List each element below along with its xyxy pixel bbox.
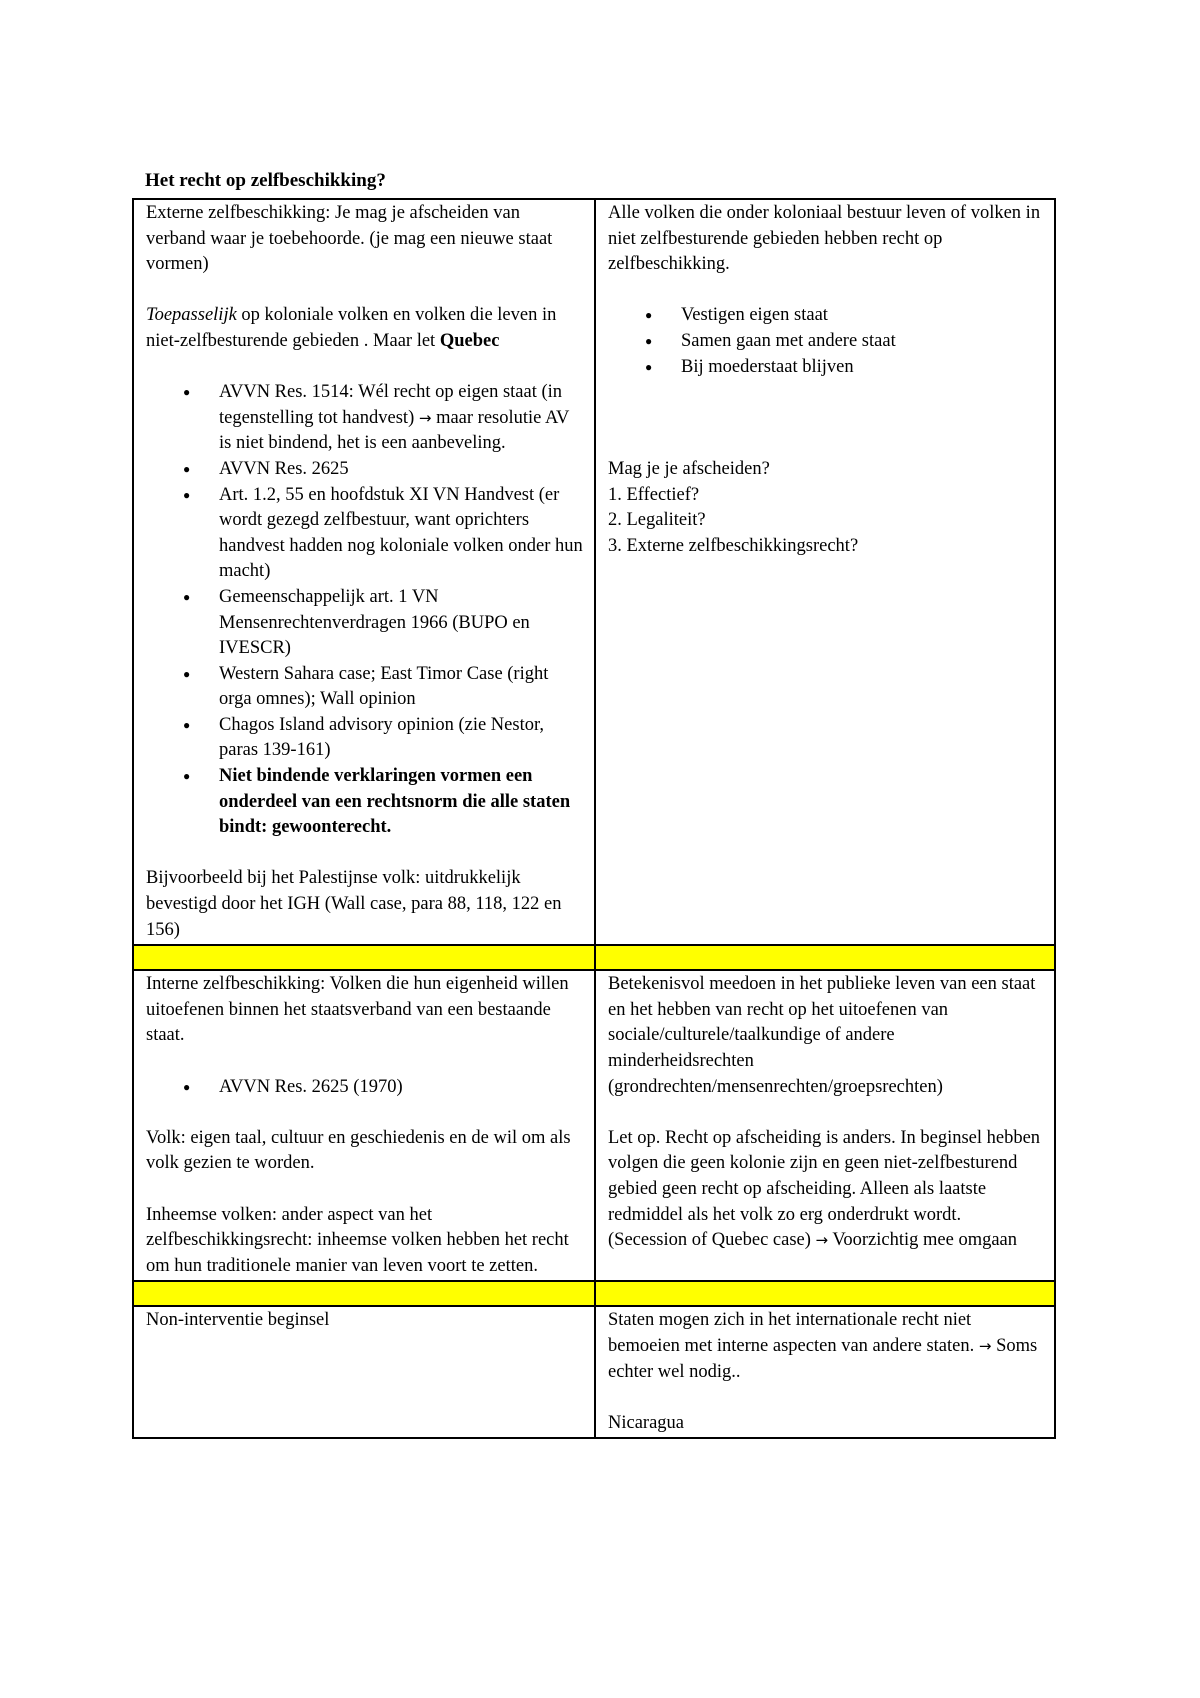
question-heading: Mag je je afscheiden? bbox=[608, 458, 770, 479]
separator-row bbox=[133, 945, 1055, 970]
question-item: 3. Externe zelfbeschikkingsrecht? bbox=[608, 535, 859, 556]
arrow-right-icon: → bbox=[815, 1231, 829, 1250]
paragraph: Betekenisvol meedoen in het publieke leven van een staat en het hebben van recht op het uitoefenen van sociale/culturele/taalkundige of andere minderheidsrechten (grondrechten/mensenrechten/groepsrechten) bbox=[608, 974, 1036, 1097]
paragraph: Volk: eigen taal, cultuur en geschiedenis en de wil om als volk gezien te worden. bbox=[146, 1127, 571, 1174]
paragraph: Externe zelfbeschikking: Je mag je afscheiden van verband waar je toebehoorde. (je mag een nieuwe staat vormen) bbox=[146, 203, 553, 275]
text: op koloniale volken en volken die leven in niet-zelfbesturende gebieden . Maar let bbox=[146, 305, 557, 351]
bullet-list bbox=[146, 1075, 584, 1101]
list-item: ● AVVN Res. 2625 bbox=[219, 457, 584, 483]
bullet-icon: ● bbox=[645, 308, 653, 323]
paragraph: Non-interventie beginsel bbox=[146, 1310, 330, 1331]
table-row bbox=[133, 970, 1055, 1281]
bold-text: Quebec bbox=[439, 330, 500, 351]
bullet-icon: ● bbox=[183, 666, 191, 681]
table-row bbox=[133, 199, 1055, 945]
paragraph: Bijvoorbeeld bij het Palestijnse volk: uitdrukkelijk bevestigd door het IGH (Wall case, para 88, 118, 122 en 156) bbox=[146, 868, 562, 940]
question-item: 1. Effectief? bbox=[608, 484, 700, 505]
list-item: ● Chagos Island advisory opinion (zie Nestor, paras 139-161) bbox=[183, 714, 545, 761]
paragraph: Staten mogen zich in het internationale recht niet bemoeien met interne aspecten van andere staten. → Soms echter wel nodig.. bbox=[608, 1310, 1038, 1382]
italic-text: Toepasselijk bbox=[146, 305, 237, 326]
paragraph: Alle volken die onder koloniaal bestuur leven of volken in niet zelfbesturende gebieden hebben recht op zelfbeschikking. bbox=[608, 203, 1041, 275]
bullet-icon: ● bbox=[183, 385, 191, 400]
cell-externe-uitleg bbox=[595, 199, 1055, 945]
bullet-list bbox=[146, 380, 584, 841]
bullet-icon: ● bbox=[645, 333, 653, 348]
list-item: ● Western Sahara case; East Timor Case (right orga omnes); Wall opinion bbox=[183, 663, 549, 710]
bullet-icon: ● bbox=[183, 589, 191, 604]
list-item: ● AVVN Res. 1514: Wél recht op eigen staat (in tegenstelling tot handvest) → maar resolutie AV is niet bindend, het is een aanbeveling. bbox=[183, 382, 569, 454]
bullet-icon: ● bbox=[183, 461, 191, 476]
bullet-icon: ● bbox=[183, 487, 191, 502]
cell-non-interventie bbox=[133, 1306, 595, 1438]
separator-cell bbox=[133, 945, 595, 970]
arrow-right-icon: → bbox=[978, 1336, 992, 1355]
bullet-icon: ● bbox=[183, 717, 191, 732]
list-item: ● Niet bindende verklaringen vormen een onderdeel van een rechtsnorm die alle staten bindt: gewoonterecht. bbox=[183, 766, 571, 838]
separator-cell bbox=[595, 945, 1055, 970]
cell-externe-zelfbeschikking bbox=[133, 199, 595, 945]
bullet-icon: ● bbox=[645, 359, 653, 374]
separator-cell bbox=[133, 1281, 595, 1306]
notes-table bbox=[132, 198, 1056, 1439]
question-item: 2. Legaliteit? bbox=[608, 510, 706, 531]
separator-cell bbox=[595, 1281, 1055, 1306]
arrow-right-icon: → bbox=[418, 408, 432, 427]
cell-non-interventie-uitleg bbox=[595, 1306, 1055, 1438]
paragraph: Inheemse volken: ander aspect van het zelfbeschikkingsrecht: inheemse volken hebben het recht om hun traditionele manier van leven voort te zetten. bbox=[146, 1204, 569, 1276]
bullet-icon: ● bbox=[183, 769, 191, 784]
page-title: Het recht op zelfbeschikking? bbox=[145, 170, 386, 191]
list-item: ● Samen gaan met andere staat bbox=[681, 329, 1044, 355]
list-item: ● Bij moederstaat blijven bbox=[681, 355, 1044, 381]
list-item: ● Art. 1.2, 55 en hoofdstuk XI VN Handvest (er wordt gezegd zelfbestuur, want oprichters handvest hadden nog koloniale volken onder hun macht) bbox=[183, 484, 583, 582]
paragraph: Interne zelfbeschikking: Volken die hun eigenheid willen uitoefenen binnen het staatsverband van een bestaande staat. bbox=[146, 974, 569, 1046]
list-item: ● AVVN Res. 2625 (1970) bbox=[219, 1075, 584, 1101]
bullet-icon: ● bbox=[183, 1079, 191, 1094]
cell-interne-zelfbeschikking bbox=[133, 970, 595, 1281]
separator-row bbox=[133, 1281, 1055, 1306]
list-item: ● Vestigen eigen staat bbox=[681, 303, 1044, 329]
paragraph bbox=[146, 303, 584, 354]
paragraph: Nicaragua bbox=[608, 1412, 685, 1433]
paragraph: Let op. Recht op afscheiding is anders. In beginsel hebben volgen die geen kolonie zijn en geen niet-zelfbesturend gebied geen recht op afscheiding. Alleen als laatste redmiddel als het volk zo erg onderdrukt wordt. (Secession of Quebec case) → Voorzichtig mee omgaan bbox=[608, 1127, 1041, 1251]
bullet-list bbox=[608, 303, 1044, 380]
table-row bbox=[133, 1306, 1055, 1438]
cell-interne-uitleg bbox=[595, 970, 1055, 1281]
list-item: ● Gemeenschappelijk art. 1 VN Mensenrechtenverdragen 1966 (BUPO en IVESCR) bbox=[183, 586, 530, 659]
